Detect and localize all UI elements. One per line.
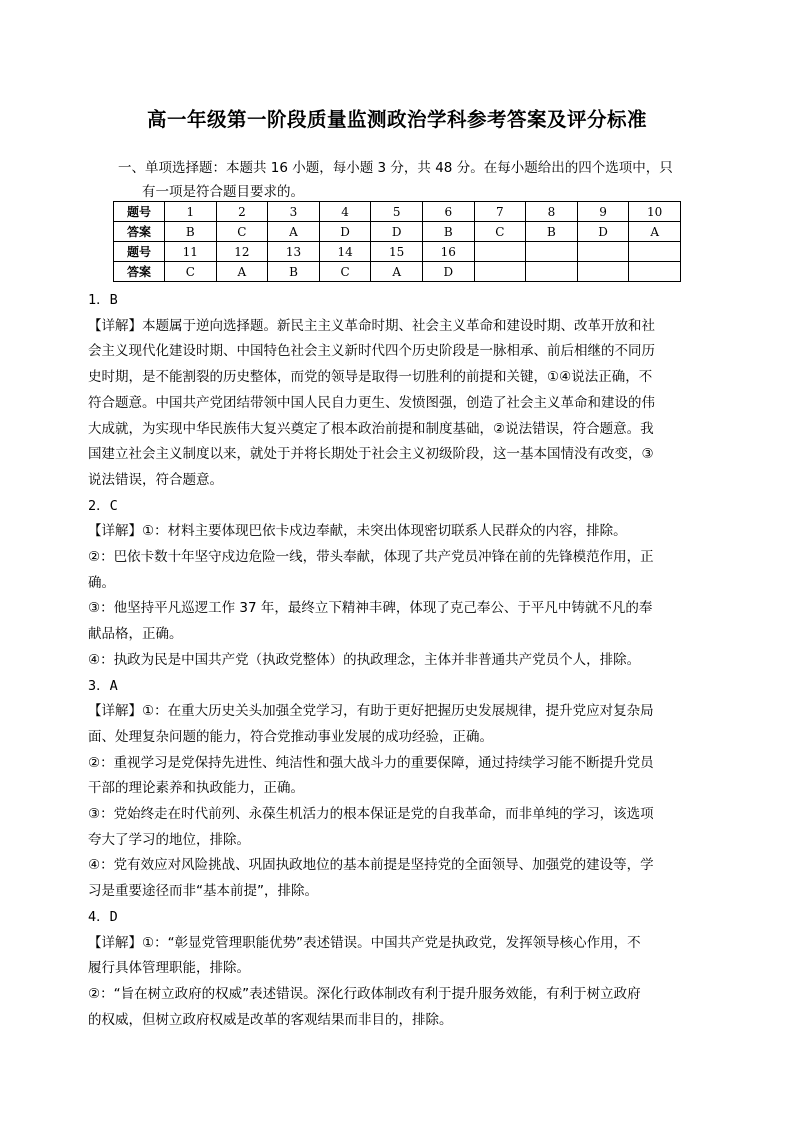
table-cell: D xyxy=(577,222,629,242)
table-cell xyxy=(577,242,629,262)
explanation-line: 会主义现代化建设时期、中国特色社会主义新时代四个历史阶段是一脉相承、前后相继的不同历 xyxy=(88,343,655,360)
explanation-line: 面、处理复杂问题的能力，符合党推动事业发展的成功经验，正确。 xyxy=(88,728,493,745)
table-cell: 3 xyxy=(268,202,320,222)
table-cell: 13 xyxy=(268,242,320,262)
table-cell: 12 xyxy=(216,242,268,262)
table-cell: 6 xyxy=(422,202,474,222)
table-row xyxy=(114,222,681,242)
table-cell xyxy=(629,262,681,282)
table-cell xyxy=(629,242,681,262)
explanation-line: 的权威，但树立政府权威是改革的客观结果而非目的，排除。 xyxy=(88,1011,453,1028)
answer-explanations xyxy=(88,288,688,1033)
table-cell: B xyxy=(268,262,320,282)
table-cell: B xyxy=(422,222,474,242)
answer-table xyxy=(113,201,681,282)
page-title: 高一年级第一阶段质量监测政治学科参考答案及评分标准 xyxy=(146,108,647,131)
table-cell xyxy=(526,242,578,262)
explanation-line: ④：党有效应对风险挑战、巩固执政地位的基本前提是坚持党的全面领导、加强党的建设等，学 xyxy=(88,857,654,874)
explanation-line: ②：“旨在树立政府的权威”表述错误。深化行政体制改有利于提升服务效能，有利于树立政府 xyxy=(88,985,641,1002)
question-number: 1．B xyxy=(88,292,118,308)
table-cell: A xyxy=(268,222,320,242)
explanation-line: 干部的理论素养和执政能力，正确。 xyxy=(88,780,304,797)
table-cell xyxy=(526,262,578,282)
table-row xyxy=(114,242,681,262)
explanation-line: 履行具体管理职能，排除。 xyxy=(88,960,250,977)
table-cell: C xyxy=(216,222,268,242)
explanation-line: 【详解】①：在重大历史关头加强全党学习，有助于更好把握历史发展规律，提升党应对复杂局 xyxy=(88,703,654,720)
table-cell: C xyxy=(474,222,526,242)
table-cell: D xyxy=(319,222,371,242)
table-cell: 2 xyxy=(216,202,268,222)
explanation-line: ④：执政为民是中国共产党（执政党整体）的执政理念，主体并非普通共产党员个人，排除。 xyxy=(88,651,641,668)
explanation-line: 符合题意。中国共产党团结带领中国人民自力更生、发愤图强，创造了社会主义革命和建设的伟 xyxy=(88,394,655,411)
explanation-line: 习是重要途径而非“基本前提”，排除。 xyxy=(88,883,318,900)
table-cell: 7 xyxy=(474,202,526,222)
table-cell: 14 xyxy=(319,242,371,262)
explanation-line: 史时期，是不能割裂的历史整体，而党的领导是取得一切胜利的前提和关键，①④说法正确，不 xyxy=(88,369,653,386)
table-cell: 11 xyxy=(165,242,217,262)
explanation-line: 国建立社会主义制度以来，就处于并将长期处于社会主义初级阶段，这一基本国情没有改变，③ xyxy=(88,446,654,463)
explanation-line: ③：党始终走在时代前列、永葆生机活力的根本保证是党的自我革命，而非单纯的学习，该选项 xyxy=(88,806,654,823)
question-number: 4．D xyxy=(88,908,118,925)
explanation-line: ②：巴依卡数十年坚守戍边危险一线，带头奉献，体现了共产党员冲锋在前的先锋模范作用，正 xyxy=(88,549,654,566)
explanation-line: 确。 xyxy=(88,574,115,591)
table-cell: 1 xyxy=(165,202,217,222)
table-row xyxy=(114,202,681,222)
table-cell: 4 xyxy=(319,202,371,222)
explanation-line: 【详解】①：材料主要体现巴依卡戍边奉献，未突出体现密切联系人民群众的内容，排除。 xyxy=(88,523,627,540)
table-cell xyxy=(474,262,526,282)
question-number: 2．C xyxy=(88,497,118,514)
table-header-answer: 答案 xyxy=(114,222,165,242)
table-cell: 5 xyxy=(371,202,423,222)
section-instructions xyxy=(118,156,698,204)
table-header-answer: 答案 xyxy=(114,262,165,282)
table-cell: C xyxy=(319,262,371,282)
table-cell: B xyxy=(526,222,578,242)
explanation-line: 献品格，正确。 xyxy=(88,626,183,643)
table-cell: 16 xyxy=(422,242,474,262)
instruction-line-1: 一、单项选择题：本题共 16 小题，每小题 3 分，共 48 分。在每小题给出的四个选项中，只 xyxy=(118,160,673,176)
table-header-question: 题号 xyxy=(114,242,165,262)
table-cell: D xyxy=(371,222,423,242)
table-cell: B xyxy=(165,222,217,242)
explanation-line: 【详解】本题属于逆向选择题。新民主主义革命时期、社会主义革命和建设时期、改革开放和社 xyxy=(88,317,655,334)
explanation-line: ②：重视学习是党保持先进性、纯洁性和强大战斗力的重要保障，通过持续学习能不断提升党员 xyxy=(88,754,654,771)
table-cell xyxy=(474,242,526,262)
instruction-text xyxy=(118,156,698,204)
table-cell: A xyxy=(216,262,268,282)
question-number: 3．A xyxy=(88,677,118,694)
table-cell: A xyxy=(371,262,423,282)
table-cell: 9 xyxy=(577,202,629,222)
table-cell: A xyxy=(629,222,681,242)
explanation-line: 大成就，为实现中华民族伟大复兴奠定了根本政治前提和制度基础，②说法错误，符合题意。我 xyxy=(88,420,654,437)
table-cell: 10 xyxy=(629,202,681,222)
table-row xyxy=(114,262,681,282)
table-cell: 8 xyxy=(526,202,578,222)
explanation-line: 夸大了学习的地位，排除。 xyxy=(88,831,250,848)
table-header-question: 题号 xyxy=(114,202,165,222)
table-cell xyxy=(577,262,629,282)
table-cell: 15 xyxy=(371,242,423,262)
explanation-line: ③：他坚持平凡巡逻工作 37 年，最终立下精神丰碑，体现了克己奉公、于平凡中铸就不凡的奉 xyxy=(88,600,653,617)
explanation-line: 说法错误，符合题意。 xyxy=(88,471,223,488)
explanation-line: 【详解】①：“彰显党管理职能优势”表述错误。中国共产党是执政党，发挥领导核心作用，不 xyxy=(88,934,641,951)
table-cell: C xyxy=(165,262,217,282)
instruction-line-2: 有一项是符合题目要求的。 xyxy=(142,184,304,200)
table-cell: D xyxy=(422,262,474,282)
